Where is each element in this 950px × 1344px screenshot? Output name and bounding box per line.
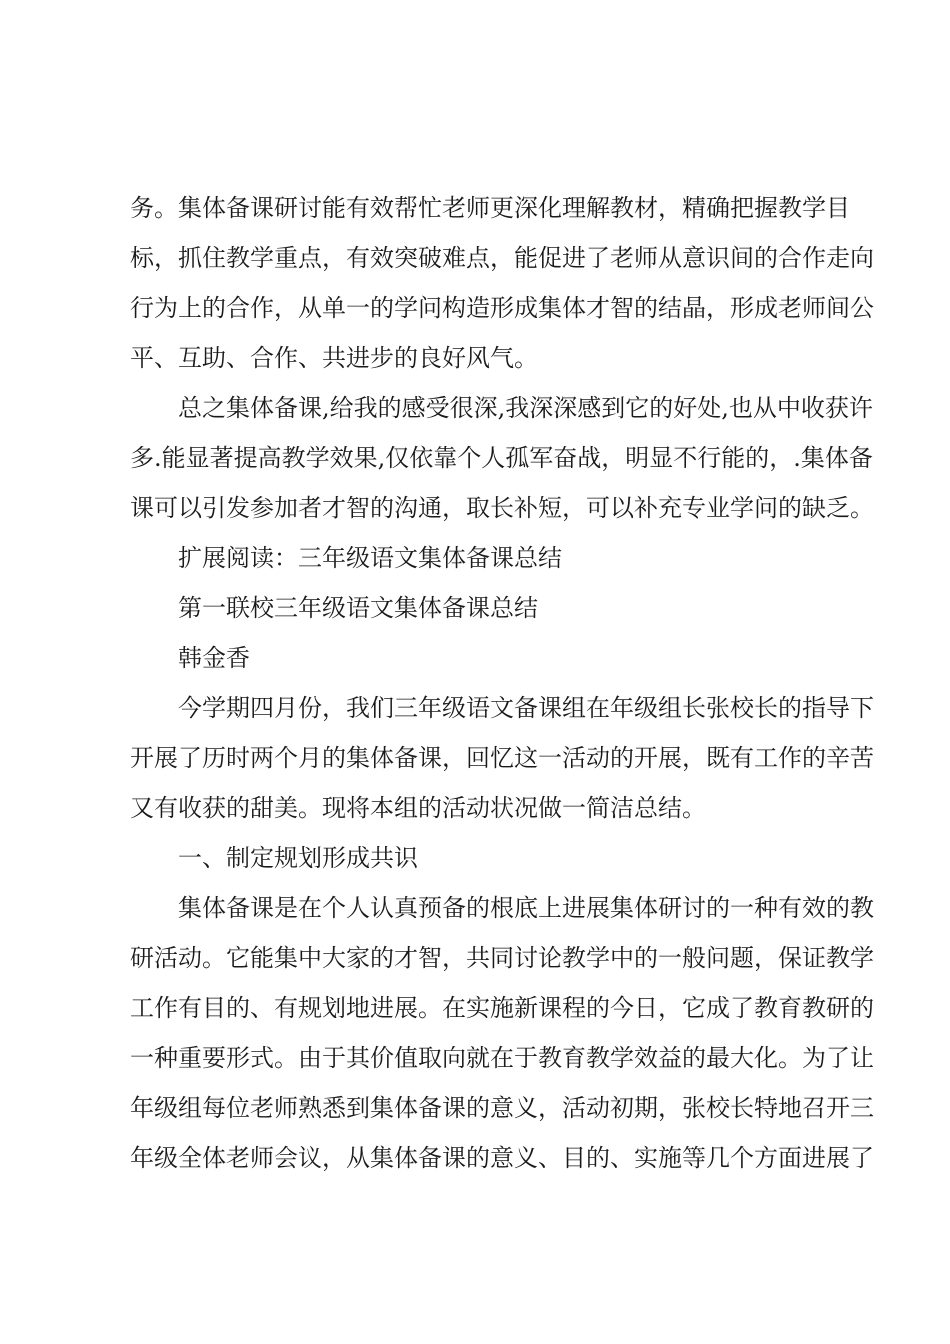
body-text-line: 标，抓住教学重点，有效突破难点，能促进了老师从意识间的合作走向	[130, 244, 874, 272]
body-text-line: 平、互助、合作、共进步的良好风气。	[130, 344, 538, 372]
body-text-line: 年级全体老师会议，从集体备课的意义、目的、实施等几个方面进展了	[130, 1144, 874, 1172]
body-text-line: 多.能显著提高教学效果,仅依靠个人孤军奋战，明显不行能的，.集体备	[130, 444, 873, 472]
body-text-line: 研活动。它能集中大家的才智，共同讨论教学中的一般问题，保证教学	[130, 944, 874, 972]
body-text-line: 工作有目的、有规划地进展。在实施新课程的今日，它成了教育教研的	[130, 994, 874, 1022]
body-text-line: 又有收获的甜美。现将本组的活动状况做一简洁总结。	[130, 794, 706, 822]
body-text-line: 集体备课是在个人认真预备的根底上进展集体研讨的一种有效的教	[178, 894, 874, 922]
body-text-line: 务。集体备课研讨能有效帮忙老师更深化理解教材，精确把握教学目	[130, 194, 850, 222]
body-text-line: 年级组每位老师熟悉到集体备课的意义，活动初期，张校长特地召开三	[130, 1094, 874, 1122]
section-heading: 一、制定规划形成共识	[178, 844, 418, 872]
body-text-line: 开展了历时两个月的集体备课，回忆这一活动的开展，既有工作的辛苦	[130, 744, 874, 772]
author-name: 韩金香	[178, 644, 250, 672]
document-title: 第一联校三年级语文集体备课总结	[178, 594, 538, 622]
body-text-line: 行为上的合作，从单一的学问构造形成集体才智的结晶，形成老师间公	[130, 294, 874, 322]
body-text-line: 总之集体备课,给我的感受很深,我深深感到它的好处,也从中收获许	[178, 394, 873, 422]
body-text-line: 课可以引发参加者才智的沟通，取长补短，可以补充专业学问的缺乏。	[130, 494, 874, 522]
body-text-line: 今学期四月份，我们三年级语文备课组在年级组长张校长的指导下	[178, 694, 874, 722]
body-text-line: 一种重要形式。由于其价值取向就在于教育教学效益的最大化。为了让	[130, 1044, 874, 1072]
section-heading: 扩展阅读：三年级语文集体备课总结	[178, 544, 562, 572]
